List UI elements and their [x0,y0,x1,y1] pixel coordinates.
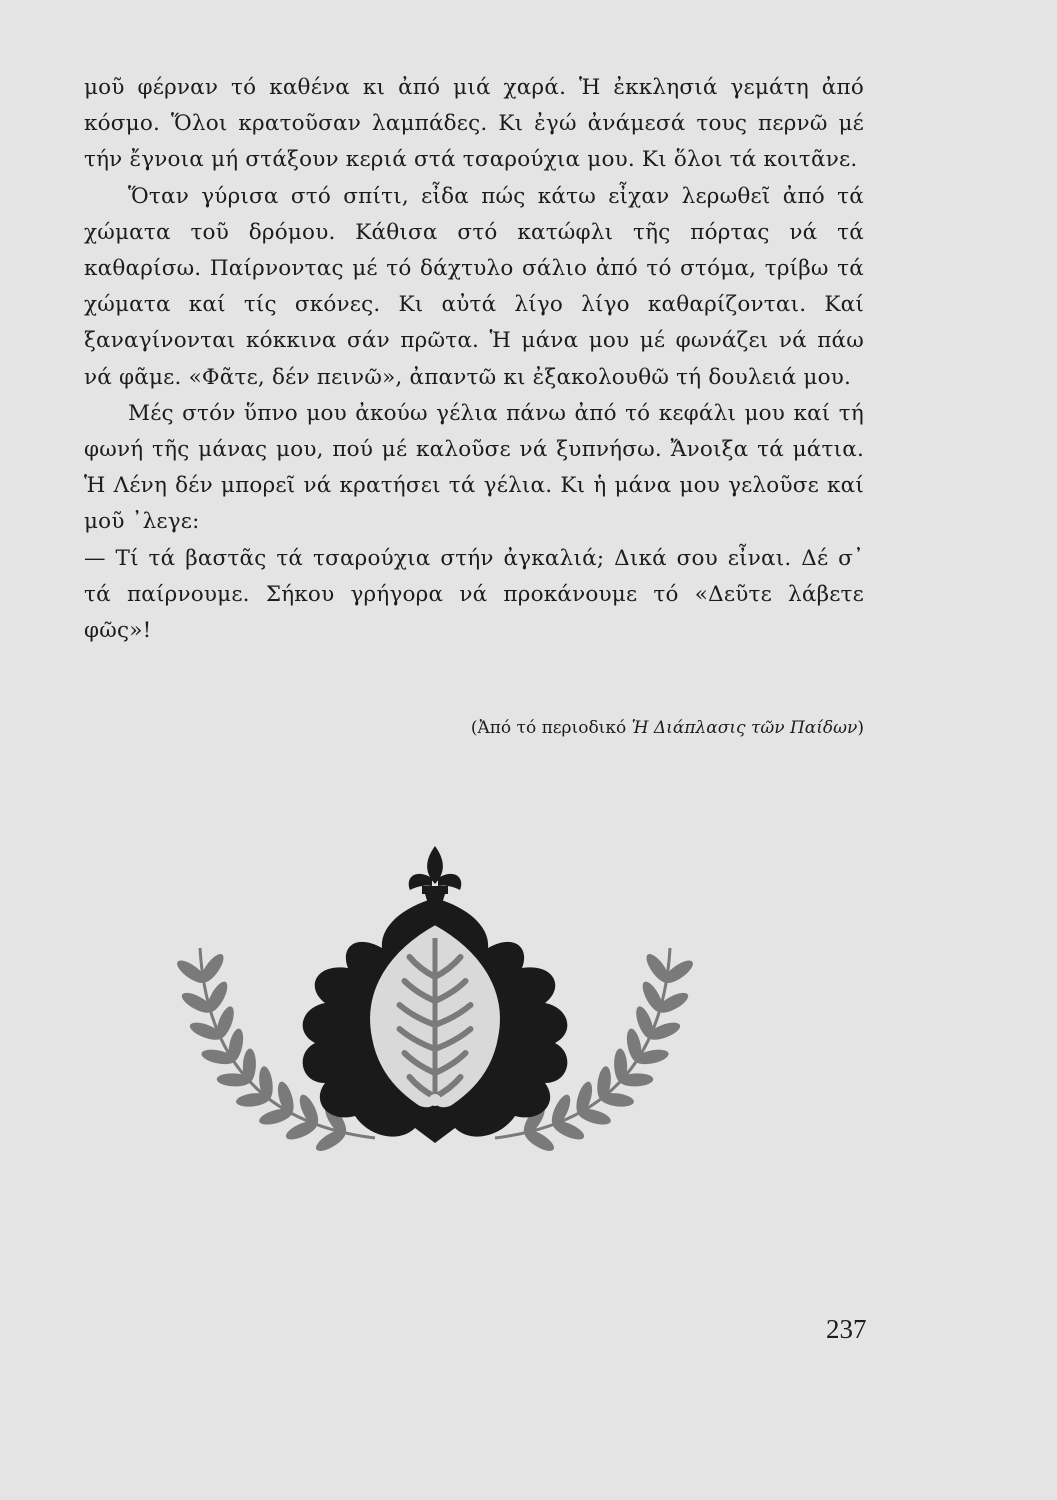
laurel-leaf-ornament-icon [170,838,700,1178]
leaf-base-dot [429,1094,441,1106]
fleur-band [422,886,448,894]
page-number: 237 [826,1314,867,1344]
paragraph-1: μοῦ φέρναν τό καθένα κι ἀπό μιά χαρά. Ἡ ἐκκλησιά γεμάτη ἀπό κόσμο. Ὅλοι κρατοῦσαν λαμπάδες. Κι ἐγώ ἀνάμεσά τους περνῶ μέ τήν ἔγνοια μή στάξουν κεριά στά τσαρούχια μου. Κι ὅλοι τά κοιτᾶνε. [84,75,864,173]
source-suffix: ) [857,718,864,738]
paragraph-2: Ὅταν γύρισα στό σπίτι, εἶδα πώς κάτω εἶχαν λερωθεῖ ἀπό τά χώματα τοῦ δρόμου. Κάθισα στό κατώφλι τῆς πόρτας νά τά καθαρίσω. Παίρνοντας μέ τό δάχτυλο σάλιο ἀπό τό στόμα, τρίβω τά χώματα καί τίς σκόνες. Κι αὐτά λίγο λίγο καθαρίζονται. Καί ξαναγίνονται κόκκινα σάν πρῶτα. Ἡ μάνα μου μέ φωνάζει νά πάω νά φᾶμε. «Φᾶτε, δέν πεινῶ», ἀπαντῶ κι ἐξακολουθῶ τή δουλειά μου. [84,183,864,390]
paragraph-3: Μές στόν ὕπνο μου ἀκούω γέλια πάνω ἀπό τό κεφάλι μου καί τή φωνή τῆς μάνας μου, πού μέ καλοῦσε νά ξυπνήσω. Ἄνοιξα τά μάτια. Ἡ Λένη δέν μπορεῖ νά κρατήσει τά γέλια. Κι ἡ μάνα μου γελοῦσε καί μοῦ ᾽λεγε: [84,400,864,535]
paragraph-4-dialogue: — Τί τά βαστᾶς τά τσαρούχια στήν ἀγκαλιά; Δικά σου εἶναι. Δέ σ᾽ τά παίρνουμε. Σήκου γρήγορα νά προκάνουμε τό «Δεῦτε λάβετε φῶς»! [84,545,864,644]
source-citation [471,718,864,738]
source-prefix: (Ἀπό τό περιοδικό [470,718,632,738]
source-title: Ἡ Διάπλασις τῶν Παίδων [631,718,858,738]
body-text [84,70,864,649]
